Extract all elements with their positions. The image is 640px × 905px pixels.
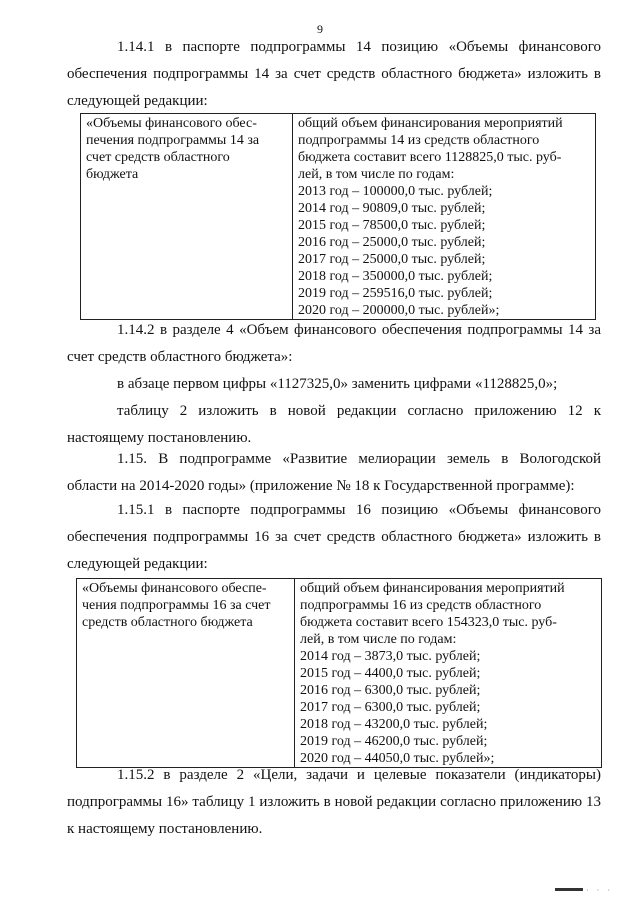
page-number: 9 (317, 22, 323, 36)
table14-right-line: 2019 год – 259516,0 тыс. рублей; (298, 286, 493, 301)
paragraph-1-14-1: 1.14.1 в паспорте подпрограммы 14 позицию «Объемы финансового обеспечения подпрограммы 14 за счет средств областного бюджета» изложить в следующей редакции: (67, 39, 601, 109)
table16-right-line: 2015 год – 4400,0 тыс. рублей; (300, 666, 481, 681)
table14-right-cell (293, 114, 596, 320)
paragraph-1-15-2: 1.15.2 в разделе 2 «Цели, задачи и целевые показатели (индикаторы) подпрограммы 16» таблицу 1 изложить в новой редакции согласно приложению 13 к настоящему постановлению. (67, 767, 601, 837)
table14-right-line: подпрограммы 14 из средств областного (298, 133, 540, 148)
table16-right-line: 2018 год – 43200,0 тыс. рублей; (300, 717, 488, 732)
table16-left-cell (77, 579, 295, 768)
table14-right-line: 2017 год – 25000,0 тыс. рублей; (298, 252, 486, 267)
paragraph-1-15: 1.15. В подпрограмме «Развитие мелиорации земель в Вологодской области на 2014-2020 годы» (приложение № 18 к Государственной программе): (67, 451, 601, 494)
table16-right-line: бюджета составит всего 154323,0 тыс. руб- (300, 615, 557, 630)
table-subprogram-16 (76, 578, 602, 768)
table14-left-line: счет средств областного (86, 150, 230, 165)
table16-right-line: 2020 год – 44050,0 тыс. рублей»; (300, 751, 495, 766)
table14-right-line: бюджета составит всего 1128825,0 тыс. руб- (298, 150, 562, 165)
table14-right-line: лей, в том числе по годам: (298, 167, 455, 182)
scan-artifact-dots: · · · (586, 886, 613, 895)
table16-right-line: общий объем финансирования мероприятий (300, 581, 565, 596)
table16-right-cell (295, 579, 602, 768)
table16-right-line: 2016 год – 6300,0 тыс. рублей; (300, 683, 481, 698)
table16-left-line: «Объемы финансового обеспе- (82, 581, 267, 596)
paragraph-1-15-1: 1.15.1 в паспорте подпрограммы 16 позицию «Объемы финансового обеспечения подпрограммы 16 за счет средств областного бюджета» изложить в следующей редакции: (67, 502, 601, 572)
table14-right-line: 2015 год – 78500,0 тыс. рублей; (298, 218, 486, 233)
table14-right-line: общий объем финансирования мероприятий (298, 116, 563, 131)
scan-artifact (555, 888, 583, 891)
table14-right-line: 2014 год – 90809,0 тыс. рублей; (298, 201, 486, 216)
table-subprogram-14 (80, 113, 596, 320)
table14-left-line: «Объемы финансового обес- (86, 116, 257, 131)
table16-right-line: лей, в том числе по годам: (300, 632, 457, 647)
table16-right-line: подпрограммы 16 из средств областного (300, 598, 542, 613)
table14-right-line: 2018 год – 350000,0 тыс. рублей; (298, 269, 493, 284)
table14-left-cell (81, 114, 293, 320)
paragraph-table2: таблицу 2 изложить в новой редакции согласно приложению 12 к настоящему постановлению. (67, 403, 601, 446)
table16-right-line: 2017 год – 6300,0 тыс. рублей; (300, 700, 481, 715)
table14-right-line: 2016 год – 25000,0 тыс. рублей; (298, 235, 486, 250)
table14-left-line: печения подпрограммы 14 за (86, 133, 260, 148)
paragraph-1-14-2: 1.14.2 в разделе 4 «Объем финансового обеспечения подпрограммы 14 за счет средств областного бюджета»: (67, 322, 601, 365)
table14-right-line: 2013 год – 100000,0 тыс. рублей; (298, 184, 493, 199)
table14-left-line: бюджета (86, 167, 139, 182)
table16-left-line: чения подпрограммы 16 за счет (82, 598, 271, 613)
table16-right-line: 2014 год – 3873,0 тыс. рублей; (300, 649, 481, 664)
table16-left-line: средств областного бюджета (82, 615, 253, 630)
table14-right-line: 2020 год – 200000,0 тыс. рублей»; (298, 303, 500, 318)
table16-right-line: 2019 год – 46200,0 тыс. рублей; (300, 734, 488, 749)
paragraph-abzac: в абзаце первом цифры «1127325,0» заменить цифрами «1128825,0»; (117, 376, 558, 392)
